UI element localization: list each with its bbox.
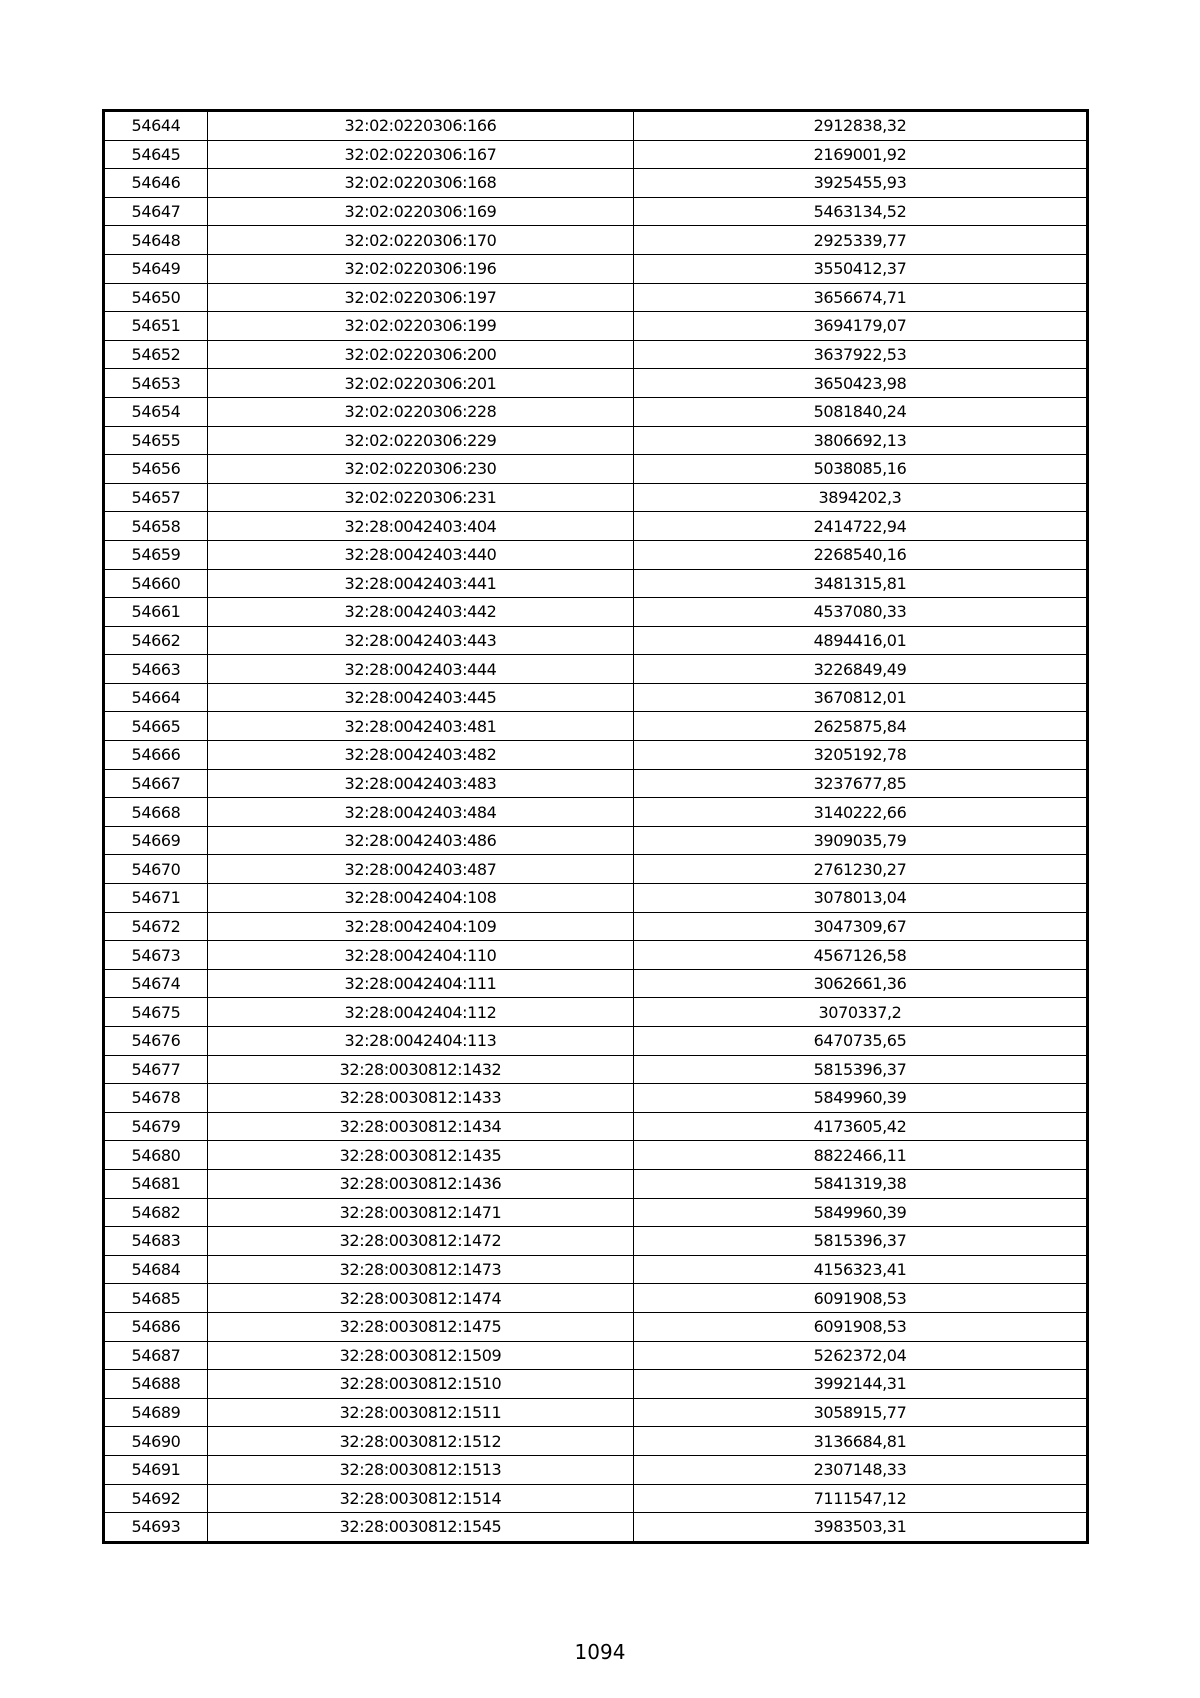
document-table-container [102,109,1086,1544]
row-number-cell: 54692 [104,1484,208,1513]
cadastral-value-cell: 5849960,39 [634,1198,1088,1227]
row-number-cell: 54680 [104,1141,208,1170]
cadastral-value-table [102,109,1089,1544]
cadastral-value-cell: 4156323,41 [634,1255,1088,1284]
table-row [104,1084,1088,1113]
cadastral-value-cell: 4567126,58 [634,941,1088,970]
table-row [104,283,1088,312]
row-number-cell: 54651 [104,312,208,341]
cadastral-number-cell: 32:28:0042403:441 [208,569,634,598]
cadastral-value-cell: 2912838,32 [634,111,1088,141]
table-row [104,312,1088,341]
row-number-cell: 54671 [104,884,208,913]
cadastral-value-cell: 3637922,53 [634,340,1088,369]
table-row [104,1427,1088,1456]
cadastral-number-cell: 32:28:0042404:108 [208,884,634,913]
table-row [104,197,1088,226]
row-number-cell: 54683 [104,1227,208,1256]
cadastral-number-cell: 32:02:0220306:169 [208,197,634,226]
cadastral-number-cell: 32:02:0220306:166 [208,111,634,141]
cadastral-number-cell: 32:02:0220306:200 [208,340,634,369]
row-number-cell: 54648 [104,226,208,255]
table-row [104,569,1088,598]
table-row [104,1312,1088,1341]
cadastral-number-cell: 32:28:0030812:1474 [208,1284,634,1313]
table-row [104,655,1088,684]
cadastral-value-cell: 2169001,92 [634,140,1088,169]
cadastral-value-cell: 2307148,33 [634,1455,1088,1484]
cadastral-number-cell: 32:28:0042403:486 [208,826,634,855]
row-number-cell: 54656 [104,455,208,484]
cadastral-number-cell: 32:28:0030812:1435 [208,1141,634,1170]
table-row [104,1341,1088,1370]
cadastral-number-cell: 32:02:0220306:196 [208,254,634,283]
cadastral-value-cell: 2414722,94 [634,512,1088,541]
cadastral-number-cell: 32:28:0042403:487 [208,855,634,884]
cadastral-number-cell: 32:02:0220306:199 [208,312,634,341]
cadastral-number-cell: 32:28:0030812:1511 [208,1398,634,1427]
table-row [104,826,1088,855]
row-number-cell: 54647 [104,197,208,226]
cadastral-value-cell: 3226849,49 [634,655,1088,684]
table-row [104,340,1088,369]
table-row [104,741,1088,770]
table-row [104,941,1088,970]
row-number-cell: 54674 [104,969,208,998]
table-row [104,1370,1088,1399]
row-number-cell: 54658 [104,512,208,541]
row-number-cell: 54657 [104,483,208,512]
cadastral-value-cell: 2625875,84 [634,712,1088,741]
row-number-cell: 54682 [104,1198,208,1227]
table-row [104,1198,1088,1227]
cadastral-number-cell: 32:28:0042403:481 [208,712,634,741]
table-row [104,1284,1088,1313]
cadastral-number-cell: 32:28:0042403:484 [208,798,634,827]
cadastral-value-cell: 3656674,71 [634,283,1088,312]
row-number-cell: 54653 [104,369,208,398]
cadastral-value-cell: 3481315,81 [634,569,1088,598]
cadastral-value-cell: 2925339,77 [634,226,1088,255]
row-number-cell: 54686 [104,1312,208,1341]
cadastral-value-cell: 5038085,16 [634,455,1088,484]
cadastral-value-cell: 5262372,04 [634,1341,1088,1370]
row-number-cell: 54659 [104,540,208,569]
table-row [104,169,1088,198]
cadastral-value-cell: 5081840,24 [634,397,1088,426]
table-row [104,254,1088,283]
cadastral-number-cell: 32:02:0220306:230 [208,455,634,484]
row-number-cell: 54664 [104,683,208,712]
cadastral-number-cell: 32:28:0042404:111 [208,969,634,998]
cadastral-value-cell: 3205192,78 [634,741,1088,770]
row-number-cell: 54662 [104,626,208,655]
cadastral-number-cell: 32:02:0220306:201 [208,369,634,398]
cadastral-value-cell: 3058915,77 [634,1398,1088,1427]
cadastral-number-cell: 32:28:0042404:112 [208,998,634,1027]
row-number-cell: 54645 [104,140,208,169]
cadastral-value-cell: 4894416,01 [634,626,1088,655]
row-number-cell: 54666 [104,741,208,770]
cadastral-number-cell: 32:28:0042403:440 [208,540,634,569]
cadastral-number-cell: 32:28:0042404:109 [208,912,634,941]
row-number-cell: 54681 [104,1169,208,1198]
cadastral-value-cell: 5815396,37 [634,1055,1088,1084]
cadastral-number-cell: 32:28:0042403:404 [208,512,634,541]
cadastral-number-cell: 32:28:0030812:1513 [208,1455,634,1484]
row-number-cell: 54667 [104,769,208,798]
table-row [104,998,1088,1027]
cadastral-value-cell: 3983503,31 [634,1513,1088,1543]
row-number-cell: 54678 [104,1084,208,1113]
table-row [104,140,1088,169]
table-row [104,1398,1088,1427]
cadastral-value-cell: 3550412,37 [634,254,1088,283]
row-number-cell: 54687 [104,1341,208,1370]
row-number-cell: 54646 [104,169,208,198]
cadastral-value-cell: 7111547,12 [634,1484,1088,1513]
table-body [104,111,1088,1543]
row-number-cell: 54676 [104,1027,208,1056]
table-row [104,683,1088,712]
cadastral-number-cell: 32:28:0030812:1512 [208,1427,634,1456]
cadastral-value-cell: 5463134,52 [634,197,1088,226]
cadastral-number-cell: 32:28:0042403:445 [208,683,634,712]
cadastral-number-cell: 32:28:0042403:442 [208,598,634,627]
row-number-cell: 54679 [104,1112,208,1141]
row-number-cell: 54672 [104,912,208,941]
cadastral-number-cell: 32:28:0030812:1433 [208,1084,634,1113]
cadastral-value-cell: 6091908,53 [634,1312,1088,1341]
table-row [104,426,1088,455]
cadastral-value-cell: 3047309,67 [634,912,1088,941]
table-row [104,1112,1088,1141]
table-row [104,769,1088,798]
cadastral-value-cell: 3237677,85 [634,769,1088,798]
table-row [104,1169,1088,1198]
cadastral-number-cell: 32:28:0030812:1434 [208,1112,634,1141]
row-number-cell: 54688 [104,1370,208,1399]
cadastral-number-cell: 32:02:0220306:170 [208,226,634,255]
cadastral-value-cell: 6091908,53 [634,1284,1088,1313]
cadastral-number-cell: 32:28:0030812:1514 [208,1484,634,1513]
table-row [104,1484,1088,1513]
table-row [104,397,1088,426]
table-row [104,855,1088,884]
table-row [104,912,1088,941]
cadastral-number-cell: 32:28:0030812:1472 [208,1227,634,1256]
cadastral-number-cell: 32:02:0220306:228 [208,397,634,426]
cadastral-value-cell: 3140222,66 [634,798,1088,827]
cadastral-number-cell: 32:28:0030812:1509 [208,1341,634,1370]
table-row [104,969,1088,998]
table-row [104,598,1088,627]
table-row [104,626,1088,655]
row-number-cell: 54660 [104,569,208,598]
table-row [104,226,1088,255]
row-number-cell: 54649 [104,254,208,283]
cadastral-value-cell: 3992144,31 [634,1370,1088,1399]
cadastral-number-cell: 32:02:0220306:197 [208,283,634,312]
cadastral-number-cell: 32:28:0030812:1510 [208,1370,634,1399]
table-row [104,712,1088,741]
cadastral-value-cell: 6470735,65 [634,1027,1088,1056]
cadastral-number-cell: 32:28:0030812:1545 [208,1513,634,1543]
cadastral-number-cell: 32:28:0042404:110 [208,941,634,970]
cadastral-number-cell: 32:28:0042403:444 [208,655,634,684]
cadastral-value-cell: 2761230,27 [634,855,1088,884]
table-row [104,1027,1088,1056]
cadastral-value-cell: 5849960,39 [634,1084,1088,1113]
page-number: 1094 [574,1640,626,1664]
table-row [104,512,1088,541]
row-number-cell: 54665 [104,712,208,741]
table-row [104,540,1088,569]
cadastral-number-cell: 32:28:0042404:113 [208,1027,634,1056]
row-number-cell: 54677 [104,1055,208,1084]
row-number-cell: 54689 [104,1398,208,1427]
cadastral-number-cell: 32:28:0042403:482 [208,741,634,770]
cadastral-number-cell: 32:28:0030812:1432 [208,1055,634,1084]
cadastral-number-cell: 32:02:0220306:167 [208,140,634,169]
cadastral-number-cell: 32:02:0220306:231 [208,483,634,512]
row-number-cell: 54644 [104,111,208,141]
cadastral-value-cell: 5841319,38 [634,1169,1088,1198]
row-number-cell: 54654 [104,397,208,426]
cadastral-value-cell: 4537080,33 [634,598,1088,627]
cadastral-number-cell: 32:28:0030812:1473 [208,1255,634,1284]
cadastral-number-cell: 32:28:0030812:1475 [208,1312,634,1341]
table-row [104,884,1088,913]
cadastral-number-cell: 32:28:0042403:483 [208,769,634,798]
row-number-cell: 54663 [104,655,208,684]
row-number-cell: 54668 [104,798,208,827]
table-row [104,798,1088,827]
cadastral-number-cell: 32:28:0030812:1471 [208,1198,634,1227]
cadastral-number-cell: 32:28:0030812:1436 [208,1169,634,1198]
table-row [104,111,1088,141]
cadastral-value-cell: 4173605,42 [634,1112,1088,1141]
cadastral-value-cell: 2268540,16 [634,540,1088,569]
row-number-cell: 54652 [104,340,208,369]
table-row [104,1141,1088,1170]
row-number-cell: 54691 [104,1455,208,1484]
row-number-cell: 54684 [104,1255,208,1284]
table-row [104,1227,1088,1256]
cadastral-value-cell: 3650423,98 [634,369,1088,398]
table-row [104,1255,1088,1284]
row-number-cell: 54673 [104,941,208,970]
row-number-cell: 54685 [104,1284,208,1313]
row-number-cell: 54670 [104,855,208,884]
row-number-cell: 54655 [104,426,208,455]
cadastral-number-cell: 32:02:0220306:229 [208,426,634,455]
cadastral-value-cell: 3136684,81 [634,1427,1088,1456]
table-row [104,483,1088,512]
cadastral-value-cell: 3062661,36 [634,969,1088,998]
cadastral-value-cell: 3925455,93 [634,169,1088,198]
table-row [104,1055,1088,1084]
cadastral-value-cell: 5815396,37 [634,1227,1088,1256]
row-number-cell: 54661 [104,598,208,627]
table-row [104,1513,1088,1543]
cadastral-number-cell: 32:28:0042403:443 [208,626,634,655]
table-row [104,369,1088,398]
cadastral-value-cell: 3806692,13 [634,426,1088,455]
cadastral-value-cell: 3909035,79 [634,826,1088,855]
cadastral-value-cell: 3078013,04 [634,884,1088,913]
cadastral-number-cell: 32:02:0220306:168 [208,169,634,198]
cadastral-value-cell: 3670812,01 [634,683,1088,712]
row-number-cell: 54650 [104,283,208,312]
row-number-cell: 54675 [104,998,208,1027]
table-row [104,455,1088,484]
cadastral-value-cell: 8822466,11 [634,1141,1088,1170]
row-number-cell: 54669 [104,826,208,855]
table-row [104,1455,1088,1484]
row-number-cell: 54690 [104,1427,208,1456]
row-number-cell: 54693 [104,1513,208,1543]
cadastral-value-cell: 3694179,07 [634,312,1088,341]
cadastral-value-cell: 3894202,3 [634,483,1088,512]
cadastral-value-cell: 3070337,2 [634,998,1088,1027]
